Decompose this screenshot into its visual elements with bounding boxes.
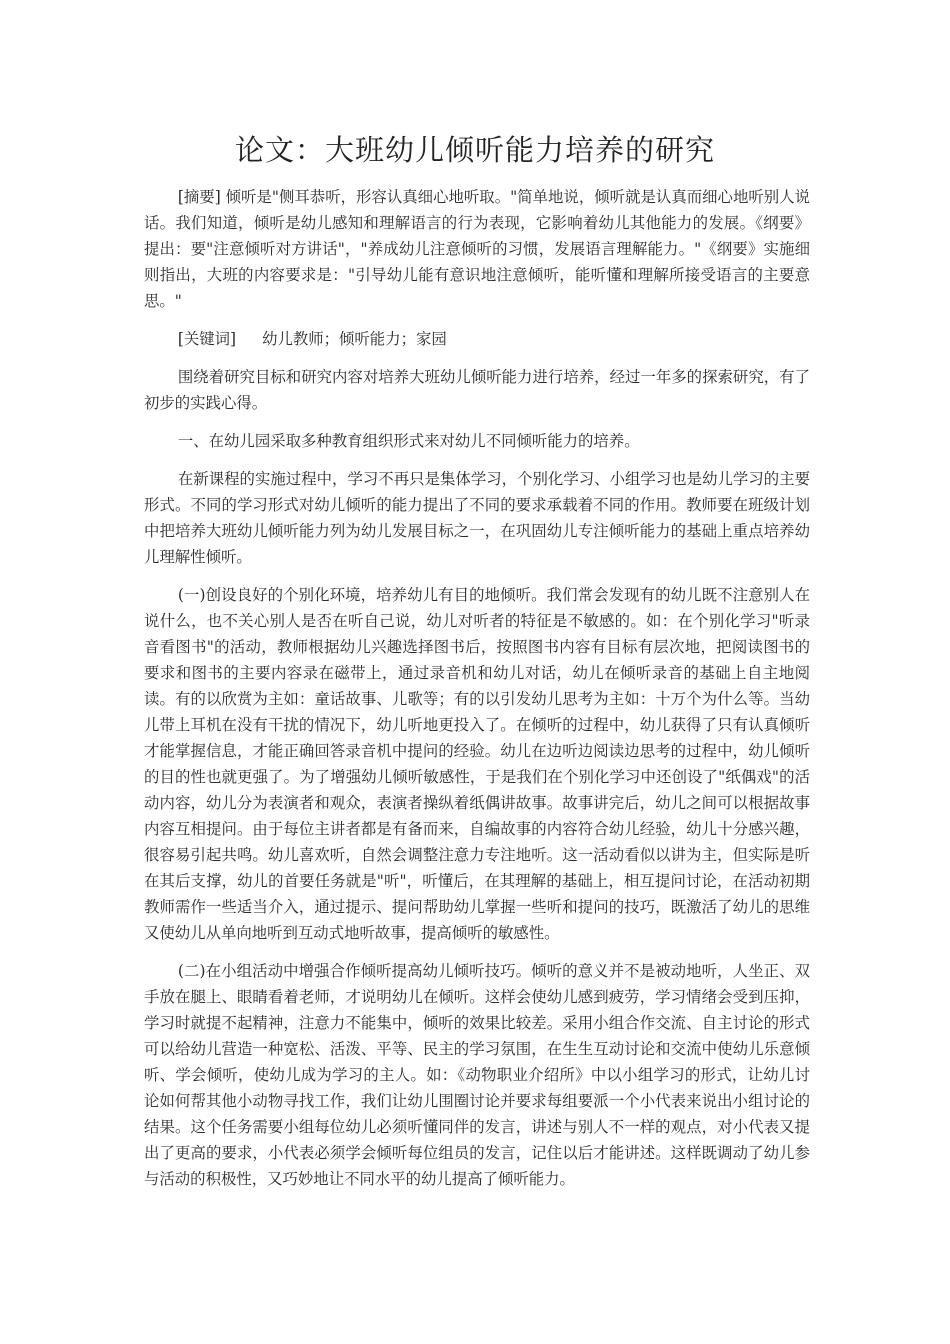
keywords-label: [关键词]	[177, 330, 237, 348]
document-body	[144, 184, 810, 1204]
section-paragraph: 在新课程的实施过程中，学习不再只是集体学习，个别化学习、小组学习也是幼儿学习的主要形式。不同的学习形式对幼儿倾听的能力提出了不同的要求承载着不同的作用。教师要在班级计划中把培养大班幼儿倾听能力列为幼儿发展目标之一，在巩固幼儿专注倾听能力的基础上重点培养幼儿理解性倾听。	[144, 470, 810, 566]
intro-paragraph: 围绕着研究目标和研究内容对培养大班幼儿倾听能力进行培养，经过一年多的探索研究，有了初步的实践心得。	[144, 368, 810, 412]
abstract-paragraph: [摘要] 倾听是"侧耳恭听，形容认真细心地听取。"简单地说，倾听就是认真而细心地听别人说话。我们知道，倾听是幼儿感知和理解语言的行为表现，它影响着幼儿其他能力的发展。《纲要》提出：要"注意倾听对方讲话"，"养成幼儿注意倾听的习惯，发展语言理解能力。"《纲要》实施细则指出，大班的内容要求是："引导幼儿能有意识地注意倾听，能听懂和理解所接受语言的主要意思。"	[144, 188, 810, 310]
document-title: 论文：大班幼儿倾听能力培养的研究	[234, 133, 715, 167]
keywords-value: 幼儿教师；倾听能力；家园	[262, 330, 447, 348]
keywords-paragraph	[144, 326, 810, 352]
subsection-2-paragraph: (二)在小组活动中增强合作倾听提高幼儿倾听技巧。倾听的意义并不是被动地听，人坐正、双手放在腿上、眼睛看着老师，才说明幼儿在倾听。这样会使幼儿感到疲劳，学习情绪会受到压抑，学习时就提不起精神，注意力不能集中，倾听的效果比较差。采用小组合作交流、自主讨论的形式可以给幼儿营造一种宽松、活泼、平等、民主的学习氛围，在生生互动讨论和交流中使幼儿乐意倾听、学会倾听，使幼儿成为学习的主人。如：《动物职业介绍所》中以小组学习的形式，让幼儿讨论如何帮其他小动物寻找工作，我们让幼儿围圈讨论并要求每组要派一个小代表来说出小组讨论的结果。这个任务需要小组每位幼儿必须听懂同伴的发言，讲述与别人不一样的观点，对小代表又提出了更高的要求，小代表必须学会倾听每位组员的发言，记住以后才能讲述。这样既调动了幼儿参与活动的积极性，又巧妙地让不同水平的幼儿提高了倾听能力。	[144, 962, 810, 1188]
subsection-1-paragraph: (一)创设良好的个别化环境，培养幼儿有目的地倾听。我们常会发现有的幼儿既不注意别人在说什么，也不关心别人是否在听自己说，幼儿对听者的特征是不敏感的。如：在个别化学习"听录音看图书"的活动，教师根据幼儿兴趣选择图书后，按照图书内容有目标有层次地，把阅读图书的要求和图书的主要内容录在磁带上，通过录音机和幼儿对话，幼儿在倾听录音的基础上自主地阅读。有的以欣赏为主如：童话故事、儿歌等；有的以引发幼儿思考为主如：十万个为什么等。当幼儿带上耳机在没有干扰的情况下，幼儿听地更投入了。在倾听的过程中，幼儿获得了只有认真倾听才能掌握信息，才能正确回答录音机中提问的经验。幼儿在边听边阅读边思考的过程中，幼儿倾听的目的性也就更强了。为了增强幼儿倾听敏感性，于是我们在个别化学习中还创设了"纸偶戏"的活动内容，幼儿分为表演者和观众，表演者操纵着纸偶讲故事。故事讲完后，幼儿之间可以根据故事内容互相提问。由于每位主讲者都是有备而来，自编故事的内容符合幼儿经验，幼儿十分感兴趣，很容易引起共鸣。幼儿喜欢听，自然会调整注意力专注地听。这一活动看似以讲为主，但实际是听在其后支撑，幼儿的首要任务就是"听"，听懂后，在其理解的基础上，相互提问讨论，在活动初期教师需作一些适当介入，通过提示、提问帮助幼儿掌握一些听和提问的技巧，既激活了幼儿的思维又使幼儿从单向地听到互动式地听故事，提高倾听的敏感性。	[144, 586, 810, 942]
section-heading: 一、在幼儿园采取多种教育组织形式来对幼儿不同倾听能力的培养。	[177, 432, 640, 450]
